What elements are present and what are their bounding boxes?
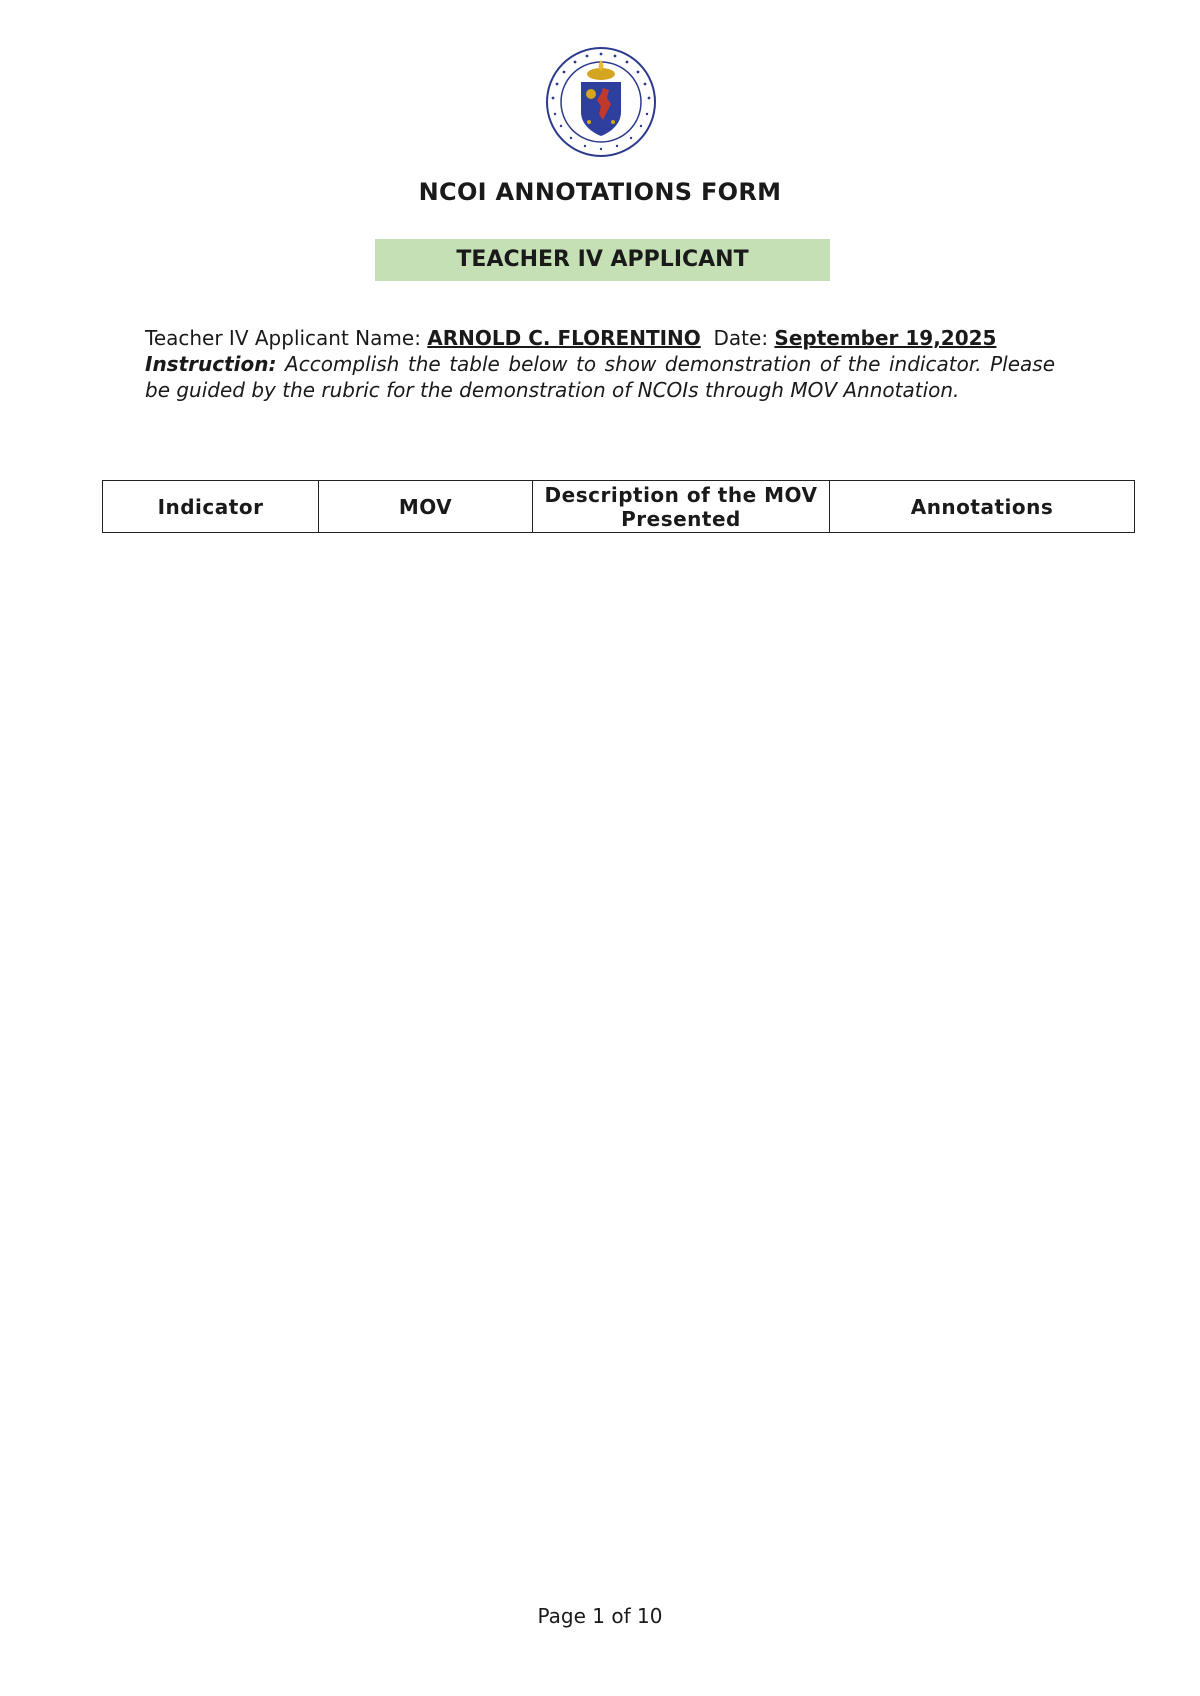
deped-seal-icon	[545, 46, 657, 158]
column-header-mov: MOV	[319, 481, 533, 533]
column-header-description: Description of the MOV Presented	[533, 481, 830, 533]
column-header-indicator: Indicator	[103, 481, 319, 533]
instruction-text: Accomplish the table below to show demonstration of the indicator. Please be guided by the rubric for the demonstration of NCOIs through MOV Annotation.	[145, 352, 1055, 402]
date-value: September 19,2025	[774, 326, 997, 350]
instruction-paragraph	[145, 351, 1055, 403]
column-header-annotations: Annotations	[830, 481, 1135, 533]
date-label: Date:	[713, 326, 769, 350]
applicant-line	[145, 325, 1055, 351]
deped-seal-logo	[545, 46, 657, 158]
instruction-lead: Instruction:	[145, 352, 277, 376]
applicant-info	[145, 325, 1055, 403]
form-title: NCOI ANNOTATIONS FORM	[418, 178, 782, 206]
annotations-table	[102, 480, 1135, 533]
role-banner: TEACHER IV APPLICANT	[375, 239, 830, 281]
applicant-name-value: ARNOLD C. FLORENTINO	[427, 326, 701, 350]
table-header-row	[103, 481, 1135, 533]
applicant-name-label: Teacher IV Applicant Name:	[145, 326, 421, 350]
page-number: Page 1 of 10	[537, 1604, 663, 1628]
